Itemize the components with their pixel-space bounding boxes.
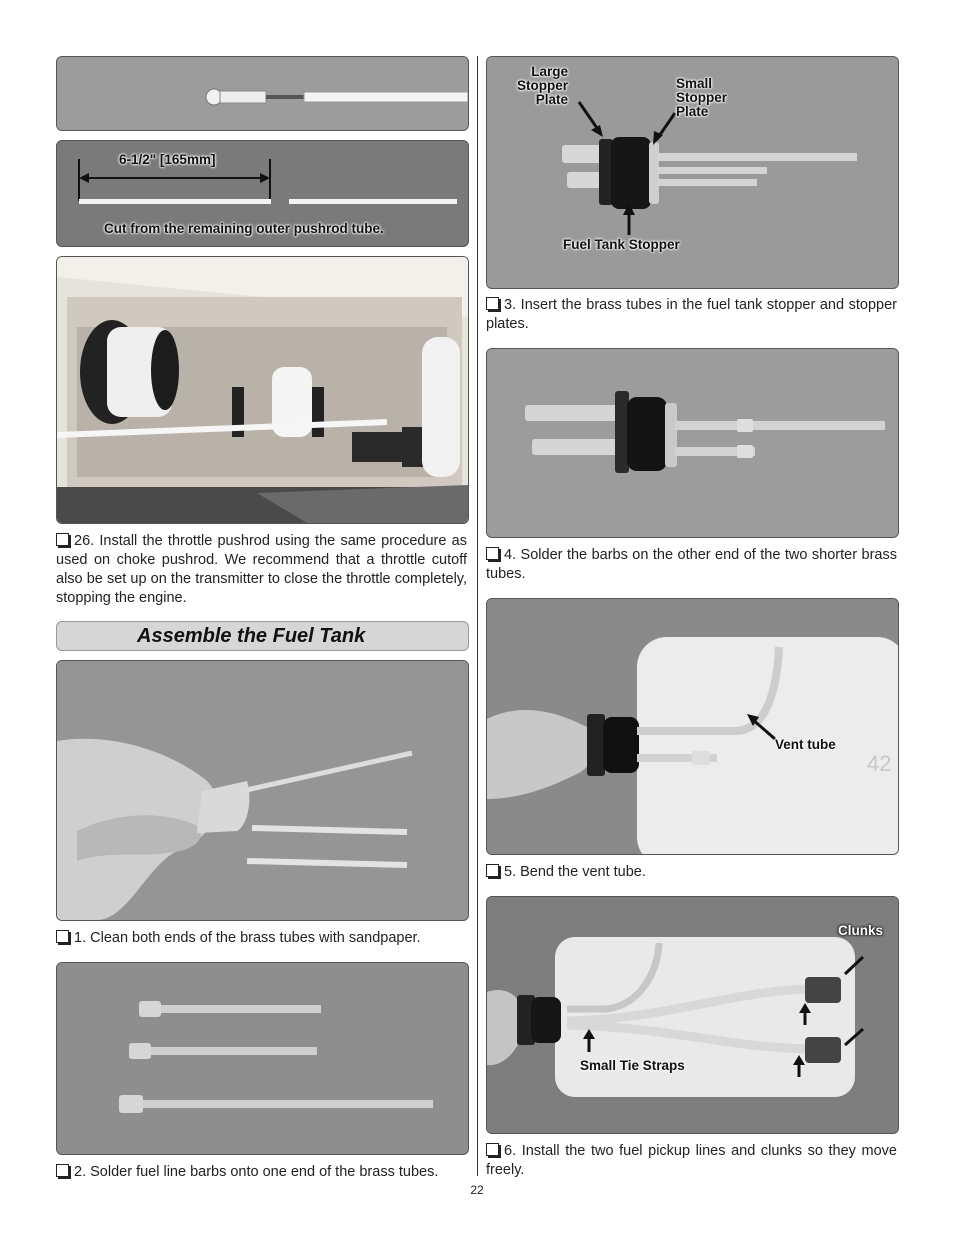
step-26-checkbox[interactable] <box>56 533 69 546</box>
step-6-text <box>486 1142 897 1180</box>
step-2-checkbox[interactable] <box>56 1164 69 1177</box>
photo-clean-brass-tubes <box>56 660 469 921</box>
step-4-text <box>486 546 897 584</box>
small-tie-straps-label: Small Tie Straps <box>580 1058 685 1073</box>
step-26-label: 26. Install the throttle pushrod using the same procedure as used on choke pushrod. We recommend that a throttle cutoff also be set up on the transmitter to close the throttle completely, stopping the engine. <box>56 533 467 606</box>
step-3-checkbox[interactable] <box>486 297 499 310</box>
measure-label: 6-1/2" [165mm] <box>119 152 216 167</box>
step-5-text <box>486 863 897 882</box>
photo-stopper-tubes-inserted <box>486 348 899 538</box>
section-heading-bar <box>56 621 469 651</box>
photo-brass-tubes-with-barbs <box>56 962 469 1155</box>
step-6-checkbox[interactable] <box>486 1143 499 1156</box>
step-2-text <box>56 1163 476 1182</box>
step-1-checkbox[interactable] <box>56 930 69 943</box>
photo-clunks-installed <box>486 896 899 1134</box>
small-stopper-plate-label: Small Stopper Plate <box>676 76 728 119</box>
step-26-text <box>56 532 467 608</box>
step-6-label: 6. Install the two fuel pickup lines and clunks so they move freely. <box>486 1143 897 1178</box>
step-4-checkbox[interactable] <box>486 547 499 560</box>
step-5-label: 5. Bend the vent tube. <box>504 864 646 880</box>
step-3-label: 3. Insert the brass tubes in the fuel tank stopper and stopper plates. <box>486 297 897 332</box>
step-1-label: 1. Clean both ends of the brass tubes with sandpaper. <box>74 930 421 946</box>
photo-fuselage-interior <box>56 256 469 524</box>
page-number: 22 <box>470 1183 484 1197</box>
photo-vent-tube-bend <box>486 598 899 855</box>
photo-pushrod-clevis <box>56 56 469 131</box>
large-stopper-plate-label: Large Stopper Plate <box>517 64 569 107</box>
clunks-label: Clunks <box>838 923 884 938</box>
step-3-text <box>486 296 897 334</box>
cut-instruction-label: Cut from the remaining outer pushrod tube. <box>104 221 384 236</box>
vent-tube-label: Vent tube <box>775 737 836 752</box>
column-divider <box>477 56 478 1176</box>
fuel-tank-stopper-label: Fuel Tank Stopper <box>563 237 680 252</box>
tank-number-marking: 42 <box>867 751 892 776</box>
photo-outer-pushrod-cut <box>56 140 469 247</box>
step-4-label: 4. Solder the barbs on the other end of the two shorter brass tubes. <box>486 547 897 582</box>
photo-stopper-assembly <box>486 56 899 289</box>
section-heading: Assemble the Fuel Tank <box>137 625 366 647</box>
step-1-text <box>56 929 467 948</box>
step-2-label: 2. Solder fuel line barbs onto one end of the brass tubes. <box>74 1164 439 1180</box>
step-5-checkbox[interactable] <box>486 864 499 877</box>
